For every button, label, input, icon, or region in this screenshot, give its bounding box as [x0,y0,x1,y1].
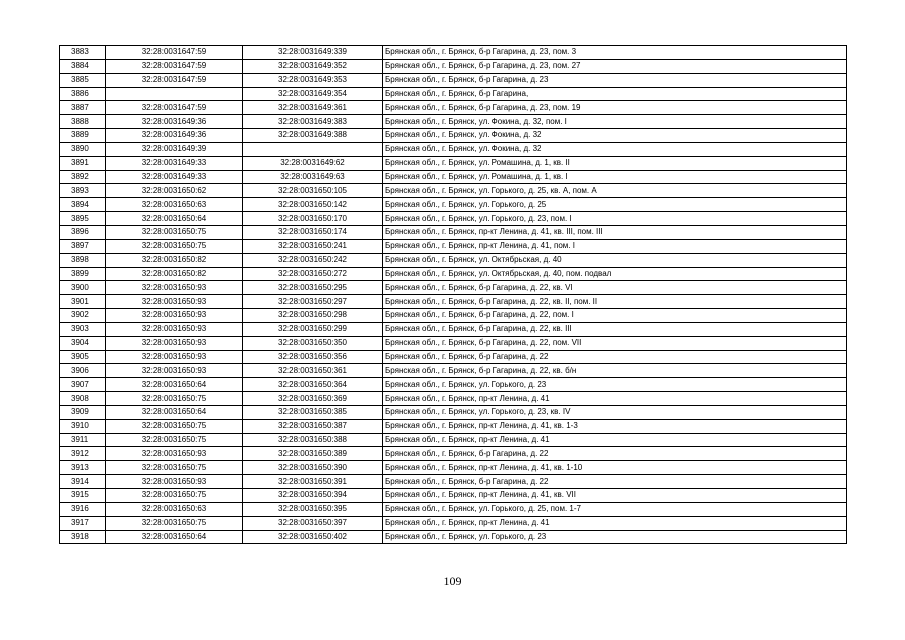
cadastral-number-cell: 32:28:0031650:391 [243,475,383,489]
cadastral-block-cell: 32:28:0031649:36 [106,115,243,129]
table-row [60,101,847,115]
table-row [60,87,847,101]
table-row [60,516,847,530]
cadastral-number-cell: 32:28:0031650:350 [243,336,383,350]
cadastral-number-cell: 32:28:0031650:395 [243,502,383,516]
table-row [60,253,847,267]
table-row [60,378,847,392]
address-cell: Брянская обл., г. Брянск, ул. Ромашина, д. 1, кв. I [383,170,847,184]
address-cell: Брянская обл., г. Брянск, б-р Гагарина, д. 22, кв. VI [383,281,847,295]
table-row [60,295,847,309]
address-cell: Брянская обл., г. Брянск, пр-кт Ленина, д. 41, кв. VII [383,489,847,503]
row-number-cell: 3911 [60,433,106,447]
address-cell: Брянская обл., г. Брянск, ул. Горького, д. 23, кв. IV [383,405,847,419]
row-number-cell: 3895 [60,212,106,226]
row-number-cell: 3887 [60,101,106,115]
cadastral-block-cell: 32:28:0031650:63 [106,502,243,516]
table-row [60,115,847,129]
cadastral-block-cell: 32:28:0031650:93 [106,336,243,350]
address-cell: Брянская обл., г. Брянск, ул. Фокина, д. 32 [383,129,847,143]
cadastral-number-cell: 32:28:0031649:339 [243,46,383,60]
cadastral-block-cell: 32:28:0031650:93 [106,350,243,364]
row-number-cell: 3916 [60,502,106,516]
registry-table [59,45,847,544]
address-cell: Брянская обл., г. Брянск, б-р Гагарина, д. 23, пом. 3 [383,46,847,60]
cadastral-number-cell: 32:28:0031650:170 [243,212,383,226]
address-cell: Брянская обл., г. Брянск, б-р Гагарина, д. 22, кв. II, пом. II [383,295,847,309]
table-row [60,322,847,336]
cadastral-number-cell: 32:28:0031650:242 [243,253,383,267]
row-number-cell: 3901 [60,295,106,309]
table-row [60,350,847,364]
row-number-cell: 3910 [60,419,106,433]
table-row [60,73,847,87]
row-number-cell: 3904 [60,336,106,350]
row-number-cell: 3889 [60,129,106,143]
table-row [60,309,847,323]
cadastral-block-cell: 32:28:0031650:75 [106,516,243,530]
address-cell: Брянская обл., г. Брянск, ул. Горького, д. 23 [383,530,847,544]
cadastral-number-cell: 32:28:0031650:299 [243,322,383,336]
address-cell: Брянская обл., г. Брянск, б-р Гагарина, д. 22, кв. б/н [383,364,847,378]
table-row [60,475,847,489]
address-cell: Брянская обл., г. Брянск, пр-кт Ленина, д. 41 [383,392,847,406]
address-cell: Брянская обл., г. Брянск, б-р Гагарина, д. 22 [383,447,847,461]
table-row [60,433,847,447]
row-number-cell: 3892 [60,170,106,184]
table-row [60,225,847,239]
cadastral-block-cell: 32:28:0031650:93 [106,281,243,295]
table-row [60,447,847,461]
cadastral-block-cell: 32:28:0031650:64 [106,405,243,419]
cadastral-block-cell: 32:28:0031647:59 [106,46,243,60]
address-cell: Брянская обл., г. Брянск, б-р Гагарина, д. 22, кв. III [383,322,847,336]
address-cell: Брянская обл., г. Брянск, пр-кт Ленина, д. 41 [383,516,847,530]
cadastral-number-cell: 32:28:0031649:388 [243,129,383,143]
cadastral-number-cell: 32:28:0031650:385 [243,405,383,419]
row-number-cell: 3890 [60,142,106,156]
table-row [60,419,847,433]
cadastral-block-cell: 32:28:0031650:75 [106,419,243,433]
cadastral-number-cell: 32:28:0031650:394 [243,489,383,503]
cadastral-number-cell: 32:28:0031650:390 [243,461,383,475]
page-number: 109 [443,574,462,588]
cadastral-block-cell: 32:28:0031650:93 [106,475,243,489]
table-row [60,461,847,475]
cadastral-block-cell: 32:28:0031649:39 [106,142,243,156]
table-row [60,142,847,156]
cadastral-number-cell: 32:28:0031649:361 [243,101,383,115]
row-number-cell: 3905 [60,350,106,364]
address-cell: Брянская обл., г. Брянск, б-р Гагарина, [383,87,847,101]
address-cell: Брянская обл., г. Брянск, пр-кт Ленина, д. 41, кв. III, пом. III [383,225,847,239]
row-number-cell: 3888 [60,115,106,129]
row-number-cell: 3907 [60,378,106,392]
address-cell: Брянская обл., г. Брянск, б-р Гагарина, д. 22, пом. VII [383,336,847,350]
cadastral-block-cell: 32:28:0031650:82 [106,267,243,281]
cadastral-block-cell: 32:28:0031649:36 [106,129,243,143]
row-number-cell: 3900 [60,281,106,295]
address-cell: Брянская обл., г. Брянск, ул. Горького, д. 25, кв. А, пом. А [383,184,847,198]
cadastral-number-cell: 32:28:0031649:352 [243,59,383,73]
cadastral-number-cell: 32:28:0031650:297 [243,295,383,309]
address-cell: Брянская обл., г. Брянск, ул. Фокина, д. 32, пом. I [383,115,847,129]
cadastral-number-cell: 32:28:0031650:356 [243,350,383,364]
row-number-cell: 3884 [60,59,106,73]
address-cell: Брянская обл., г. Брянск, б-р Гагарина, д. 22 [383,475,847,489]
cadastral-number-cell: 32:28:0031650:241 [243,239,383,253]
cadastral-block-cell: 32:28:0031650:93 [106,295,243,309]
cadastral-block-cell: 32:28:0031649:33 [106,170,243,184]
address-cell: Брянская обл., г. Брянск, б-р Гагарина, д. 23 [383,73,847,87]
cadastral-number-cell: 32:28:0031650:364 [243,378,383,392]
row-number-cell: 3909 [60,405,106,419]
cadastral-block-cell: 32:28:0031650:75 [106,392,243,406]
cadastral-block-cell: 32:28:0031650:64 [106,212,243,226]
cadastral-block-cell: 32:28:0031650:75 [106,433,243,447]
row-number-cell: 3908 [60,392,106,406]
cadastral-number-cell: 32:28:0031650:174 [243,225,383,239]
row-number-cell: 3899 [60,267,106,281]
cadastral-block-cell: 32:28:0031650:75 [106,225,243,239]
table-row [60,59,847,73]
table-row [60,392,847,406]
row-number-cell: 3906 [60,364,106,378]
address-cell: Брянская обл., г. Брянск, б-р Гагарина, д. 22, пом. I [383,309,847,323]
cadastral-number-cell: 32:28:0031649:62 [243,156,383,170]
cadastral-number-cell: 32:28:0031649:354 [243,87,383,101]
table-row [60,502,847,516]
cadastral-number-cell: 32:28:0031650:389 [243,447,383,461]
cadastral-number-cell: 32:28:0031650:369 [243,392,383,406]
cadastral-block-cell: 32:28:0031650:93 [106,447,243,461]
address-cell: Брянская обл., г. Брянск, б-р Гагарина, д. 23, пом. 27 [383,59,847,73]
cadastral-number-cell: 32:28:0031650:387 [243,419,383,433]
row-number-cell: 3894 [60,198,106,212]
table-row [60,281,847,295]
table-row [60,212,847,226]
row-number-cell: 3915 [60,489,106,503]
cadastral-block-cell: 32:28:0031650:75 [106,461,243,475]
cadastral-number-cell: 32:28:0031650:402 [243,530,383,544]
cadastral-block-cell: 32:28:0031650:82 [106,253,243,267]
cadastral-number-cell: 32:28:0031650:105 [243,184,383,198]
cadastral-block-cell: 32:28:0031647:59 [106,59,243,73]
row-number-cell: 3893 [60,184,106,198]
cadastral-number-cell: 32:28:0031649:353 [243,73,383,87]
address-cell: Брянская обл., г. Брянск, пр-кт Ленина, д. 41 [383,433,847,447]
table-row [60,267,847,281]
address-cell: Брянская обл., г. Брянск, б-р Гагарина, д. 22 [383,350,847,364]
row-number-cell: 3918 [60,530,106,544]
cadastral-block-cell: 32:28:0031650:75 [106,489,243,503]
cadastral-number-cell: 32:28:0031650:361 [243,364,383,378]
row-number-cell: 3912 [60,447,106,461]
address-cell: Брянская обл., г. Брянск, ул. Октябрьская, д. 40, пом. подвал [383,267,847,281]
table-row [60,405,847,419]
cadastral-number-cell: 32:28:0031649:63 [243,170,383,184]
address-cell: Брянская обл., г. Брянск, ул. Ромашина, д. 1, кв. II [383,156,847,170]
address-cell: Брянская обл., г. Брянск, ул. Горького, д. 23 [383,378,847,392]
cadastral-block-cell: 32:28:0031650:93 [106,309,243,323]
cadastral-block-cell: 32:28:0031650:63 [106,198,243,212]
cadastral-number-cell: 32:28:0031650:397 [243,516,383,530]
row-number-cell: 3885 [60,73,106,87]
cadastral-number-cell: 32:28:0031650:298 [243,309,383,323]
cadastral-number-cell: 32:28:0031650:142 [243,198,383,212]
cadastral-number-cell: 32:28:0031650:272 [243,267,383,281]
table-row [60,336,847,350]
cadastral-block-cell: 32:28:0031650:64 [106,378,243,392]
cadastral-number-cell: 32:28:0031650:388 [243,433,383,447]
address-cell: Брянская обл., г. Брянск, б-р Гагарина, д. 23, пом. 19 [383,101,847,115]
registry-table-body [60,46,847,544]
cadastral-number-cell [243,142,383,156]
address-cell: Брянская обл., г. Брянск, ул. Фокина, д. 32 [383,142,847,156]
cadastral-block-cell: 32:28:0031650:75 [106,239,243,253]
table-row [60,198,847,212]
row-number-cell: 3914 [60,475,106,489]
address-cell: Брянская обл., г. Брянск, ул. Октябрьская, д. 40 [383,253,847,267]
table-row [60,239,847,253]
cadastral-block-cell: 32:28:0031650:93 [106,322,243,336]
address-cell: Брянская обл., г. Брянск, пр-кт Ленина, д. 41, пом. I [383,239,847,253]
row-number-cell: 3883 [60,46,106,60]
row-number-cell: 3903 [60,322,106,336]
table-row [60,46,847,60]
cadastral-block-cell: 32:28:0031650:62 [106,184,243,198]
address-cell: Брянская обл., г. Брянск, ул. Горького, д. 25, пом. 1-7 [383,502,847,516]
cadastral-block-cell: 32:28:0031647:59 [106,101,243,115]
cadastral-block-cell: 32:28:0031647:59 [106,73,243,87]
row-number-cell: 3886 [60,87,106,101]
cadastral-block-cell: 32:28:0031650:93 [106,364,243,378]
table-row [60,530,847,544]
row-number-cell: 3917 [60,516,106,530]
cadastral-block-cell: 32:28:0031650:64 [106,530,243,544]
address-cell: Брянская обл., г. Брянск, пр-кт Ленина, д. 41, кв. 1-3 [383,419,847,433]
table-row [60,170,847,184]
table-row [60,129,847,143]
address-cell: Брянская обл., г. Брянск, пр-кт Ленина, д. 41, кв. 1-10 [383,461,847,475]
row-number-cell: 3898 [60,253,106,267]
address-cell: Брянская обл., г. Брянск, ул. Горького, д. 23, пом. I [383,212,847,226]
cadastral-number-cell: 32:28:0031650:295 [243,281,383,295]
cadastral-number-cell: 32:28:0031649:383 [243,115,383,129]
row-number-cell: 3913 [60,461,106,475]
row-number-cell: 3897 [60,239,106,253]
cadastral-block-cell: 32:28:0031649:33 [106,156,243,170]
cadastral-block-cell [106,87,243,101]
table-row [60,156,847,170]
table-row [60,489,847,503]
table-row [60,364,847,378]
row-number-cell: 3896 [60,225,106,239]
table-row [60,184,847,198]
row-number-cell: 3891 [60,156,106,170]
address-cell: Брянская обл., г. Брянск, ул. Горького, д. 25 [383,198,847,212]
row-number-cell: 3902 [60,309,106,323]
